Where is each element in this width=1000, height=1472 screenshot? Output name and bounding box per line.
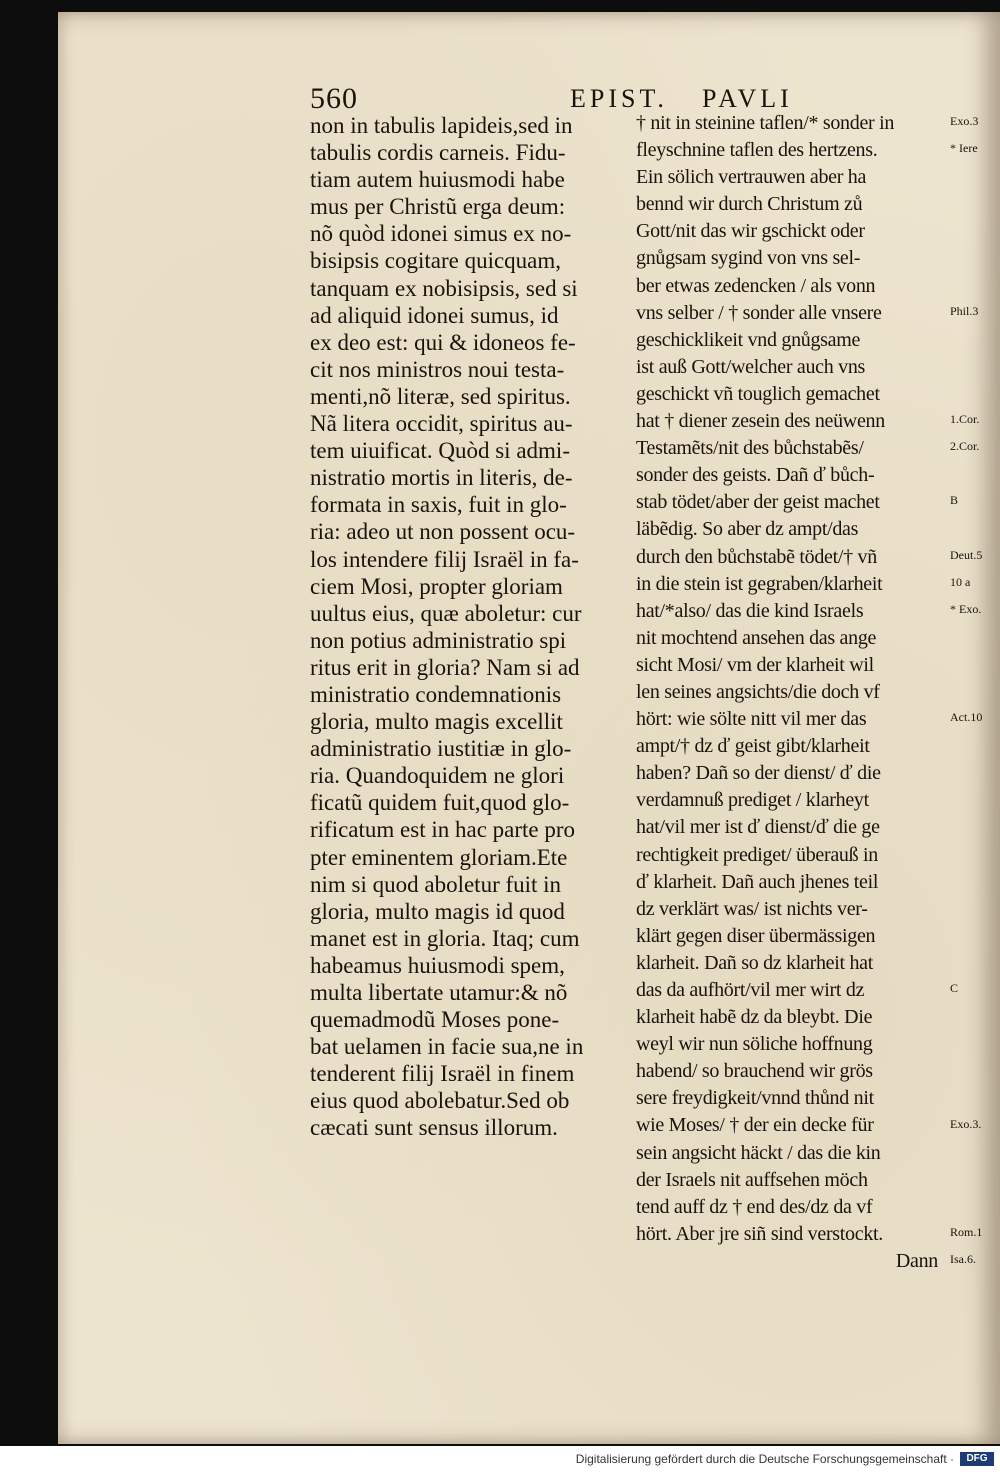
margin-note: Deut.5	[950, 547, 983, 562]
german-text-line: verdamnuß prediget / klarheyt	[636, 789, 869, 812]
german-text-line: ist auß Gott/welcher auch vns	[636, 355, 866, 378]
running-head-epistle: EPIST.	[570, 84, 668, 113]
margin-note: 2.Cor.	[950, 439, 980, 454]
german-text-line: klarheit habẽ dz da bleybt. Die	[636, 1006, 873, 1029]
german-text-line: durch den bůchstabẽ tödet/† vñ	[636, 545, 877, 568]
footer-credit: Digitalisierung gefördert durch die Deutsche Forschungsgemeinschaft ·	[575, 1452, 954, 1466]
margin-note: 1.Cor.	[950, 412, 980, 427]
latin-text-line: manet est in gloria. Itaq; cum	[310, 925, 580, 951]
german-text-line: gnůgsam sygind von vns sel-	[636, 247, 861, 270]
german-text-line: hat/vil mer ist ď dienst/ď die ge	[636, 816, 880, 839]
german-text-line: habend/ so brauchend wir grös	[636, 1060, 873, 1083]
latin-text-line: formata in saxis, fuit in glo-	[310, 492, 567, 518]
catchword: Dann	[895, 1249, 938, 1272]
latin-text-line: gloria, multo magis excellit	[310, 709, 563, 735]
latin-text-line: nim si quod aboletur fuit in	[310, 871, 562, 897]
margin-notes	[948, 110, 1000, 1267]
german-text-line: vns selber / † sonder alle vnsere	[636, 301, 882, 324]
latin-text-line: habeamus huiusmodi spem,	[310, 952, 565, 978]
latin-text-line: los intendere filij Israël in fa-	[310, 546, 579, 572]
german-text-line: ď klarheit. Dañ auch jhenes teil	[636, 870, 879, 893]
german-text-line: Ein sölich vertrauwen aber ha	[636, 166, 867, 189]
margin-note: * Exo.	[950, 601, 982, 616]
latin-text-line: eius quod abolebatur.Sed ob	[310, 1088, 570, 1114]
latin-text-line: nistratio mortis in literis, de-	[310, 465, 573, 491]
latin-text-line: tanquam ex nobisipsis, sed si	[310, 275, 578, 301]
german-text-line: weyl wir nun söliche hoffnung	[636, 1033, 873, 1056]
latin-text-line: ministratio condemnationis	[310, 681, 562, 707]
latin-text-line: ria. Quandoquidem ne glori	[310, 763, 565, 789]
german-text-line: das da aufhört/vil mer wirt dz	[636, 979, 865, 1001]
latin-text-line: non in tabulis lapideis,sed in	[310, 113, 573, 138]
german-text-line: sere freydigkeit/vnnd thůnd nit	[636, 1087, 874, 1110]
german-text-line: Gott/nit das wir gschickt oder	[636, 220, 865, 243]
latin-text-line: ria: adeo ut non possent ocu-	[310, 519, 576, 545]
latin-text-column	[310, 112, 636, 1142]
latin-text-line: nõ quòd idonei simus ex no-	[310, 221, 572, 247]
german-text-line: hat/*also/ das die kind Israels	[636, 599, 864, 622]
margin-note: Exo.3.	[950, 1116, 982, 1131]
margin-note: Isa.6.	[950, 1252, 976, 1267]
latin-text-line: tiam autem huiusmodi habe	[310, 167, 565, 193]
latin-text-line: ad aliquid idonei sumus, id	[310, 302, 559, 328]
running-head-pauli: PAVLI	[702, 84, 793, 113]
page-number: 560	[310, 82, 358, 115]
latin-text-line: cit nos ministros noui testa-	[310, 356, 565, 382]
german-text-line: hört. Aber jre siñ sind verstockt.	[636, 1222, 883, 1245]
latin-text-line: mus per Christũ erga deum:	[310, 194, 566, 220]
german-text-line: sonder des geists. Dañ ď bůch-	[636, 464, 875, 487]
margin-note: Act.10	[950, 710, 983, 725]
german-text-line: geschickt vñ touglich gemachet	[636, 382, 880, 405]
german-text-line: tend auff dz † end des/dz da vf	[636, 1195, 873, 1218]
german-text-line: in die stein ist gegraben/klarheit	[636, 572, 883, 595]
latin-text-line: rificatum est in hac parte pro	[310, 817, 576, 843]
german-text-line: dz verklärt was/ ist nichts ver-	[636, 897, 868, 920]
german-text-line: der Israels nit auffsehen möch	[636, 1168, 868, 1191]
latin-text-line: bat uelamen in facie sua,ne in	[310, 1034, 584, 1060]
german-text-line: geschicklikeit vnd gnůgsame	[636, 328, 861, 351]
latin-text-line: ex deo est: qui & idoneos fe-	[310, 329, 576, 355]
margin-note: * Iere	[950, 141, 978, 156]
latin-text-line: ciem Mosi, propter gloriam	[310, 573, 563, 599]
german-text-line: haben? Dañ so der dienst/ ď die	[636, 762, 881, 785]
german-text-column	[636, 110, 948, 1275]
latin-text-line: cæcati sunt sensus illorum.	[310, 1115, 558, 1141]
footer-bar	[0, 1446, 1000, 1472]
margin-note: B	[950, 493, 959, 508]
latin-text-line: ritus erit in gloria? Nam si ad	[310, 654, 580, 680]
latin-text-line: quemadmodũ Moses pone-	[310, 1007, 560, 1033]
margin-note: C	[950, 981, 959, 996]
german-text-line: nit mochtend ansehen das ange	[636, 626, 877, 649]
german-text-line: wie Moses/ † der ein decke für	[636, 1114, 874, 1137]
latin-text-line: tabulis cordis carneis. Fidu-	[310, 140, 566, 166]
german-text-line: klarheit. Dañ so dz klarheit hat	[636, 951, 873, 974]
german-text-line: ampt/† dz ď geist gibt/klarheit	[636, 735, 870, 758]
german-text-line: len seines angsichts/die doch vf	[636, 680, 880, 703]
german-text-line: fleyschnine taflen des hertzens.	[636, 139, 878, 162]
latin-text-line: non potius administratio spi	[310, 627, 567, 653]
latin-text-line: menti,nõ literæ, sed spiritus.	[310, 383, 571, 409]
german-text-line: Testamẽts/nit des bůchstabẽs/	[636, 437, 864, 460]
german-text-line: † nit in steinine taflen/* sonder in	[636, 112, 895, 134]
latin-text-line: tenderent filij Israël in finem	[310, 1061, 575, 1087]
german-text-line: hat † diener zesein des neüwenn	[636, 410, 885, 433]
margin-note: 10 a	[950, 574, 971, 589]
latin-text-line: bisipsis cogitare quicquam,	[310, 248, 562, 274]
latin-text-line: ficatũ quidem fuit,quod glo-	[310, 790, 570, 816]
latin-text-line: pter eminentem gloriam.Ete	[310, 844, 568, 870]
margin-note: Rom.1	[950, 1225, 983, 1240]
german-text-line: klärt gegen diser übermässigen	[636, 924, 876, 947]
margin-note: Exo.3	[950, 114, 979, 128]
latin-text-line: Nã litera occidit, spiritus au-	[310, 411, 573, 437]
german-text-line: ber etwas zedencken / als vonn	[636, 274, 876, 297]
latin-text-line: tem uiuificat. Quòd si admi-	[310, 438, 570, 464]
german-text-line: sein angsicht häckt / das die kin	[636, 1141, 881, 1164]
margin-note: Phil.3	[950, 303, 979, 318]
german-text-line: bennd wir durch Christum zů	[636, 193, 863, 216]
latin-text-line: gloria, multo magis id quod	[310, 898, 565, 924]
german-text-line: stab tödet/aber der geist machet	[636, 491, 880, 514]
german-text-line: läbẽdig. So aber dz ampt/das	[636, 518, 859, 541]
latin-text-line: uultus eius, quæ aboletur: cur	[310, 600, 582, 626]
german-text-line: hört: wie sölte nitt vil mer das	[636, 708, 867, 731]
latin-text-line: multa libertate utamur:& nõ	[310, 980, 568, 1005]
dfg-logo: DFG	[960, 1452, 994, 1466]
german-text-line: sicht Mosi/ vm der klarheit wil	[636, 653, 874, 676]
german-text-line: rechtigkeit prediget/ überauß in	[636, 843, 878, 866]
latin-text-line: administratio iustitiæ in glo-	[310, 736, 572, 762]
